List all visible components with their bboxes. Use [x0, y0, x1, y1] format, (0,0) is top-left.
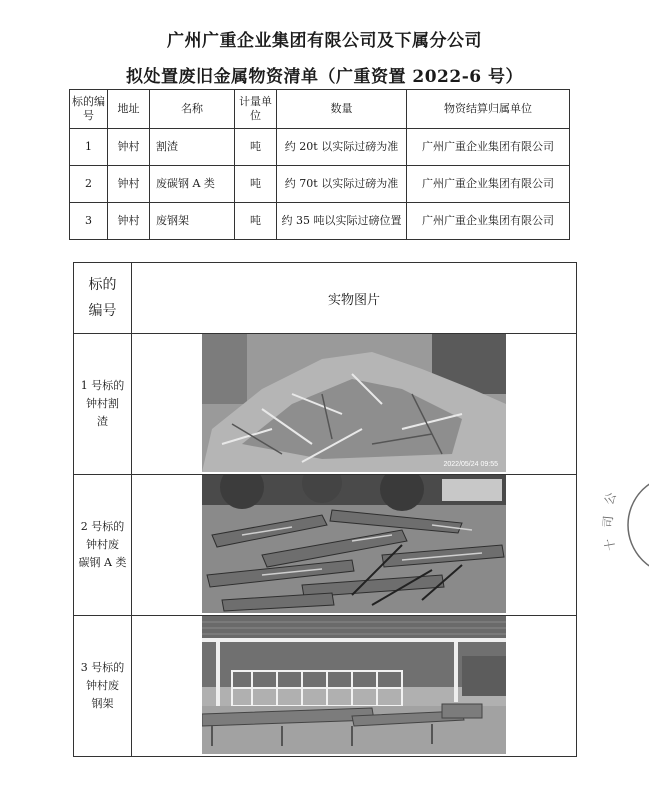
table-header-row	[70, 90, 570, 129]
cell-id: 3	[70, 203, 108, 240]
company-seal-stamp	[600, 470, 649, 580]
cell-owner: 广州广重企业集团有限公司	[407, 203, 570, 240]
document-title: 广州广重企业集团有限公司及下属分公司	[167, 31, 482, 51]
photo-row-label	[74, 616, 132, 757]
header-unit: 计量单位	[235, 90, 277, 129]
document-subtitle: 拟处置废旧金属物资清单（广重资置 2022-6 号）	[125, 67, 524, 87]
cell-location: 钟村	[108, 129, 150, 166]
header-id: 标的编号	[70, 90, 108, 129]
cell-location: 钟村	[108, 166, 150, 203]
cell-name: 割渣	[150, 129, 235, 166]
label-line: 2 号标的	[80, 520, 125, 533]
cell-quantity: 约 70t 以实际过磅为准	[277, 166, 407, 203]
cell-id: 1	[70, 129, 108, 166]
table-row	[70, 203, 570, 240]
label-line: 碳钢 A 类	[78, 556, 127, 569]
photo-row	[74, 334, 577, 475]
cell-owner: 广州广重企业集团有限公司	[407, 129, 570, 166]
scrap-steel-frame-photo	[202, 616, 506, 754]
photo-row-label	[74, 334, 132, 475]
photo-row	[74, 616, 577, 757]
cell-name: 废碳钢 A 类	[150, 166, 235, 203]
header-label-line: 标的	[88, 277, 117, 293]
slag-pile-photo	[202, 334, 506, 472]
label-line: 钟村废	[86, 679, 119, 692]
header-name: 名称	[150, 90, 235, 129]
photo-timestamp: 2022/05/24 09:55	[443, 461, 498, 468]
label-line: 钢架	[91, 697, 114, 710]
svg-text:司: 司	[600, 515, 616, 529]
cell-quantity: 约 35 吨以实际过磅位置	[277, 203, 407, 240]
header-quantity: 数量	[277, 90, 407, 129]
photo-header-title: 实物图片	[132, 263, 577, 334]
cell-name: 废钢架	[150, 203, 235, 240]
photo-header-label	[74, 263, 132, 334]
header-location: 地址	[108, 90, 150, 129]
label-line: 钟村割	[86, 397, 119, 410]
photo-row	[74, 475, 577, 616]
label-line: 渣	[97, 415, 108, 428]
header-label-line: 编号	[88, 303, 117, 319]
cell-quantity: 约 20t 以实际过磅为准	[277, 129, 407, 166]
photo-table	[73, 262, 577, 757]
header-owner: 物资结算归属单位	[407, 90, 570, 129]
cell-id: 2	[70, 166, 108, 203]
table-row	[70, 166, 570, 203]
label-line: 3 号标的	[80, 661, 125, 674]
label-line: 1 号标的	[80, 379, 125, 392]
photo-table-header	[74, 263, 577, 334]
scrap-steel-sheets-photo	[202, 475, 506, 613]
cell-unit: 吨	[235, 166, 277, 203]
svg-text:公: 公	[601, 490, 619, 507]
svg-text:十: 十	[602, 537, 618, 552]
cell-owner: 广州广重企业集团有限公司	[407, 166, 570, 203]
cell-unit: 吨	[235, 203, 277, 240]
asset-list-table	[69, 89, 570, 240]
table-row	[70, 129, 570, 166]
photo-cell	[132, 616, 577, 757]
cell-unit: 吨	[235, 129, 277, 166]
cell-location: 钟村	[108, 203, 150, 240]
photo-cell	[132, 334, 577, 475]
label-line: 钟村废	[86, 538, 119, 551]
photo-cell	[132, 475, 577, 616]
photo-row-label	[74, 475, 132, 616]
